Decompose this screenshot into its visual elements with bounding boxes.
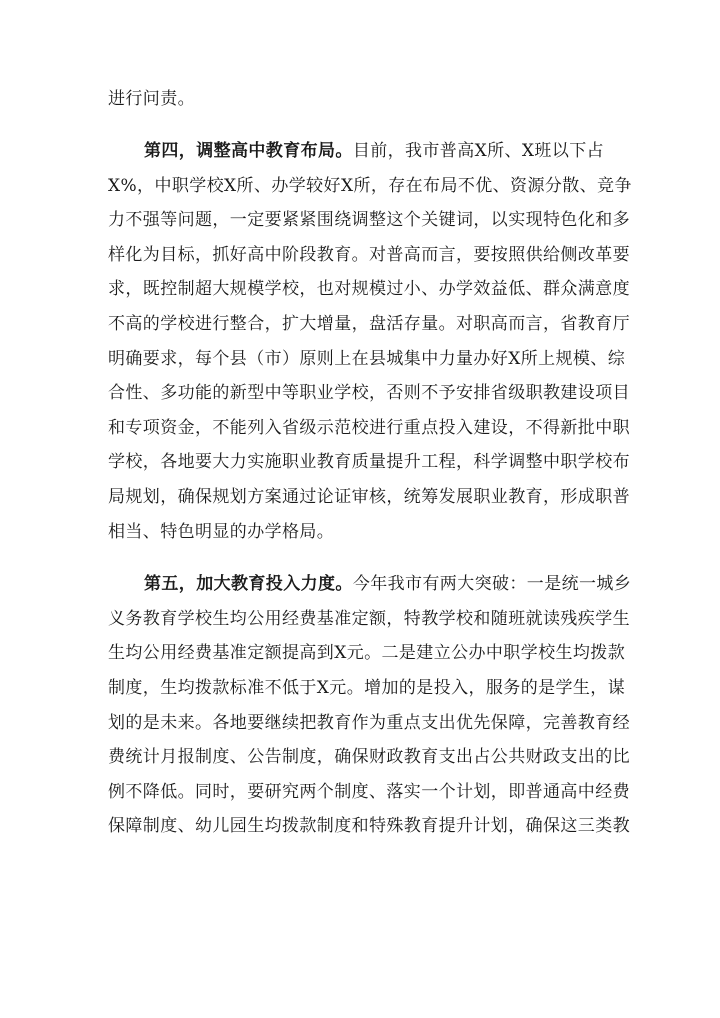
paragraph-heading: 第四，调整高中教育布局。 bbox=[144, 141, 353, 161]
paragraph-line: 样化为目标，抓好高中阶段教育。对普高而言，要按照供给侧改革要 bbox=[108, 244, 630, 265]
paragraph-line: 求，既控制超大规模学校，也对规模过小、办学效益低、群众满意度 bbox=[108, 279, 630, 300]
document-page bbox=[108, 88, 632, 844]
paragraph-adjust-high-school-layout bbox=[108, 134, 632, 549]
paragraph-line: X%，中职学校X所、办学较好X所，存在布局不优、资源分散、竞争 bbox=[108, 175, 632, 196]
paragraph-line: 和专项资金，不能列入省级示范校进行重点投入建设，不得新批中职 bbox=[108, 417, 630, 438]
paragraph-line: 义务教育学校生均公用经费基准定额，特教学校和随班就读残疾学生 bbox=[108, 608, 630, 629]
paragraph-line: 不高的学校进行整合，扩大增量，盘活存量。对职高而言，省教育厅 bbox=[108, 313, 630, 334]
paragraph-line: 保障制度、幼儿园生均拨款制度和特殊教育提升计划，确保这三类教 bbox=[108, 816, 630, 837]
paragraph-first-line bbox=[108, 567, 632, 602]
paragraph-line: 费统计月报制度、公告制度，确保财政教育支出占公共财政支出的比 bbox=[108, 747, 630, 768]
paragraph-line: 学校，各地要大力实施职业教育质量提升工程，科学调整中职学校布 bbox=[108, 452, 630, 473]
paragraph-line: 例不降低。同时，要研究两个制度、落实一个计划，即普通高中经费 bbox=[108, 781, 630, 802]
paragraph-text: 目前，我市普高X所、X班以下占 bbox=[352, 141, 605, 161]
paragraph-line: 制度，生均拨款标准不低于X元。增加的是投入，服务的是学生，谋 bbox=[108, 677, 626, 698]
paragraph-line: 相当、特色明显的办学格局。 bbox=[108, 521, 335, 542]
paragraph-line: 局规划，确保规划方案通过论证审核，统筹发展职业教育，形成职普 bbox=[108, 486, 630, 507]
paragraph-line: 明确要求，每个县（市）原则上在县城集中力量办好X所上规模、综 bbox=[108, 348, 626, 369]
paragraph-line: 生均公用经费基准定额提高到X元。二是建立公办中职学校生均拨款 bbox=[108, 643, 626, 664]
paragraph-text: 今年我市有两大突破：一是统一城乡 bbox=[352, 574, 632, 595]
paragraph-line: 合性、多功能的新型中等职业学校，否则不予安排省级职教建设项目 bbox=[108, 383, 630, 404]
paragraph-increase-education-investment bbox=[108, 567, 632, 844]
paragraph-heading: 第五，加大教育投入力度。 bbox=[144, 574, 353, 595]
paragraph-line: 划的是未来。各地要继续把教育作为重点支出优先保障，完善教育经 bbox=[108, 712, 630, 733]
paragraph-line: 力不强等问题，一定要紧紧围绕调整这个关键词，以实现特色化和多 bbox=[108, 210, 630, 231]
paragraph-first-line bbox=[108, 134, 614, 169]
paragraph-line: 进行问责。 bbox=[108, 89, 195, 109]
